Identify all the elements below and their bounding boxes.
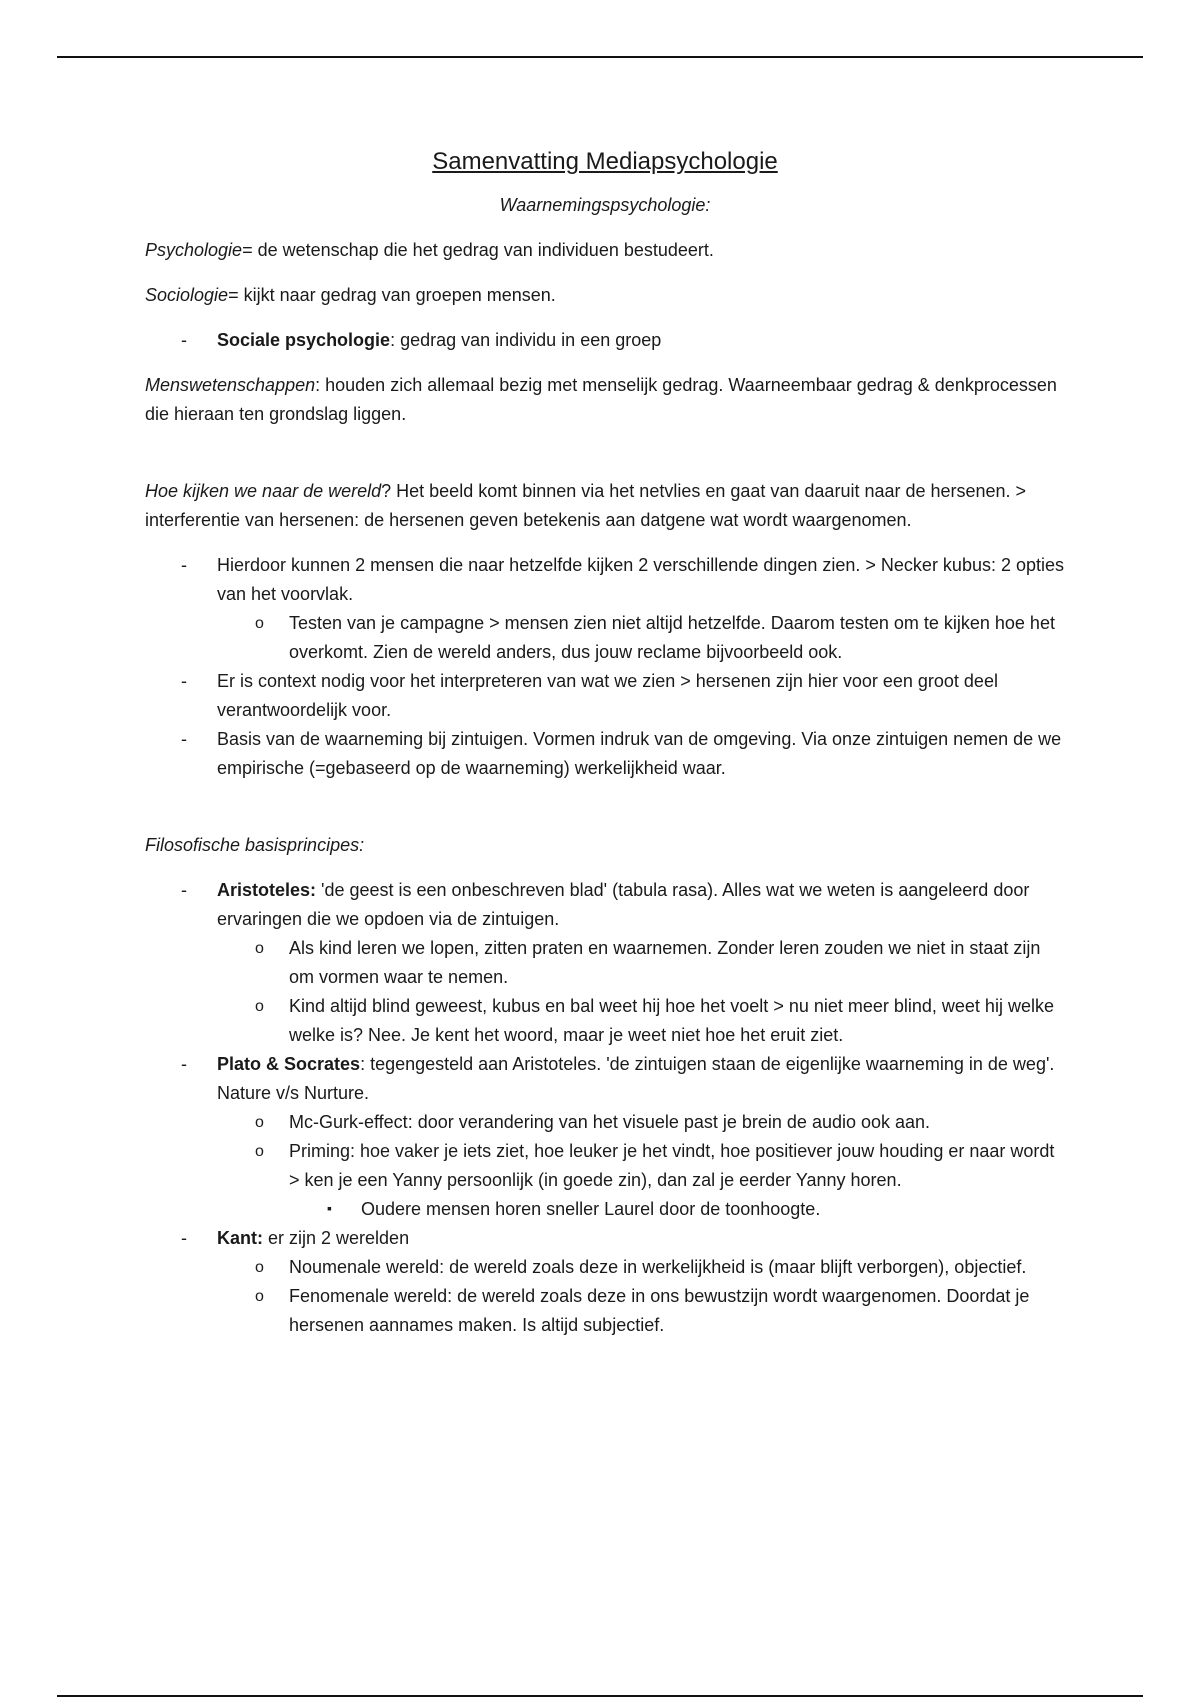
term: Psychologie (145, 240, 243, 260)
list-subitem (145, 992, 1065, 1050)
paragraph-filosofische (145, 831, 1065, 860)
dash-bullet: - (181, 880, 187, 900)
paragraph-sociologie (145, 281, 1065, 310)
footer-rule (57, 1695, 1143, 1697)
dash-bullet: - (181, 330, 187, 350)
list-sociologie (145, 326, 1065, 355)
document-page (145, 145, 1065, 1356)
paragraph-menswetenschappen (145, 371, 1065, 429)
item-text: Priming: hoe vaker je iets ziet, hoe leuker je het vindt, hoe positiever jouw houding er naar wordt > ken je een Yanny persoonlijk (in goede zin), dan zal je eerder Yanny horen. (289, 1141, 1055, 1190)
list-subitem (145, 1137, 1065, 1195)
bold-term: Sociale psychologie (217, 330, 391, 350)
paragraph-psychologie (145, 236, 1065, 265)
dash-bullet: - (181, 555, 187, 575)
circle-bullet: o (255, 1143, 264, 1160)
term: Filosofische basisprincipes: (145, 835, 365, 855)
dash-bullet: - (181, 671, 187, 691)
paragraph-text: : houden zich allemaal bezig met menselijk gedrag. Waarneembaar gedrag & denkprocessen die hieraan ten grondslag liggen. (145, 375, 1057, 424)
item-text: Kind altijd blind geweest, kubus en bal weet hij hoe het voelt > nu niet meer blind, weet hij welke welke is? Nee. Je kent het woord, maar je weet niet hoe het eruit ziet. (289, 996, 1054, 1045)
list-subitem (145, 609, 1065, 667)
list-filosofie (145, 876, 1065, 1340)
dash-bullet: - (181, 1054, 187, 1074)
list-subitem (145, 1282, 1065, 1340)
square-bullet: ▪ (327, 1200, 332, 1216)
item-text: Fenomenale wereld: de wereld zoals deze in ons bewustzijn wordt waargenomen. Doordat je hersenen aannames maken. Is altijd subjectief. (289, 1286, 1030, 1335)
list-item (145, 667, 1065, 725)
item-text: er zijn 2 werelden (263, 1228, 410, 1248)
paragraph-hoe-kijken (145, 477, 1065, 535)
spacer (145, 799, 1065, 831)
circle-bullet: o (255, 1259, 264, 1276)
item-text: Basis van de waarneming bij zintuigen. Vormen indruk van de omgeving. Via onze zintuigen nemen de we empirische (=gebaseerd op de waarneming) werkelijkheid waar. (217, 729, 1062, 778)
list-subsubitem (145, 1195, 1065, 1224)
item-text: Hierdoor kunnen 2 mensen die naar hetzelfde kijken 2 verschillende dingen zien. > Necker kubus: 2 opties van het voorvlak. (217, 555, 1065, 604)
dash-bullet: - (181, 1228, 187, 1248)
list-item (145, 725, 1065, 783)
header-rule (57, 56, 1143, 58)
circle-bullet: o (255, 1288, 264, 1305)
circle-bullet: o (255, 615, 264, 632)
list-subitem (145, 1253, 1065, 1282)
list-item (145, 326, 1065, 355)
spacer (145, 445, 1065, 477)
document-subtitle: Waarnemingspsychologie: (499, 195, 711, 215)
bold-term: Kant: (217, 1228, 263, 1248)
term: Menswetenschappen (145, 375, 316, 395)
list-item-plato (145, 1050, 1065, 1108)
item-text: Mc-Gurk-effect: door verandering van het visuele past je brein de audio ook aan. (289, 1112, 931, 1132)
item-text: Als kind leren we lopen, zitten praten en waarnemen. Zonder leren zouden we niet in staat zijn om vormen waar te nemen. (289, 938, 1041, 987)
item-text: Testen van je campagne > mensen zien niet altijd hetzelfde. Daarom testen om te kijken hoe het overkomt. Zien de wereld anders, dus jouw reclame bijvoorbeeld ook. (289, 613, 1055, 662)
list-subitem (145, 1108, 1065, 1137)
term: Sociologie (145, 285, 229, 305)
circle-bullet: o (255, 1114, 264, 1131)
bold-term: Aristoteles: (217, 880, 317, 900)
circle-bullet: o (255, 940, 264, 957)
list-item-kant (145, 1224, 1065, 1253)
term: Hoe kijken we naar de wereld (145, 481, 382, 501)
item-text: Oudere mensen horen sneller Laurel door de toonhoogte. (361, 1199, 821, 1219)
item-text: 'de geest is een onbeschreven blad' (tabula rasa). Alles wat we weten is aangeleerd door ervaringen die we opdoen via de zintuigen. (217, 880, 1030, 929)
list-subitem (145, 934, 1065, 992)
list-item (145, 551, 1065, 609)
circle-bullet: o (255, 998, 264, 1015)
item-text: Noumenale wereld: de wereld zoals deze in werkelijkheid is (maar blijft verborgen), objectief. (289, 1257, 1027, 1277)
list-waarneming (145, 551, 1065, 783)
list-item-aristoteles (145, 876, 1065, 934)
paragraph-text: = kijkt naar gedrag van groepen mensen. (228, 285, 556, 305)
item-text: Er is context nodig voor het interpreteren van wat we zien > hersenen zijn hier voor een groot deel verantwoordelijk voor. (217, 671, 998, 720)
bold-term: Plato & Socrates (217, 1054, 361, 1074)
document-title: Samenvatting Mediapsychologie (432, 148, 778, 175)
item-text: : tegengesteld aan Aristoteles. 'de zintuigen staan de eigenlijke waarneming in de weg'. Nature v/s Nurture. (217, 1054, 1055, 1103)
paragraph-text: ? Het beeld komt binnen via het netvlies en gaat van daaruit naar de hersenen. > interferentie van hersenen: de hersenen geven betekenis aan datgene wat wordt waargenomen. (145, 481, 1027, 530)
item-text: : gedrag van individu in een groep (390, 330, 662, 350)
dash-bullet: - (181, 729, 187, 749)
paragraph-text: = de wetenschap die het gedrag van individuen bestudeert. (242, 240, 714, 260)
